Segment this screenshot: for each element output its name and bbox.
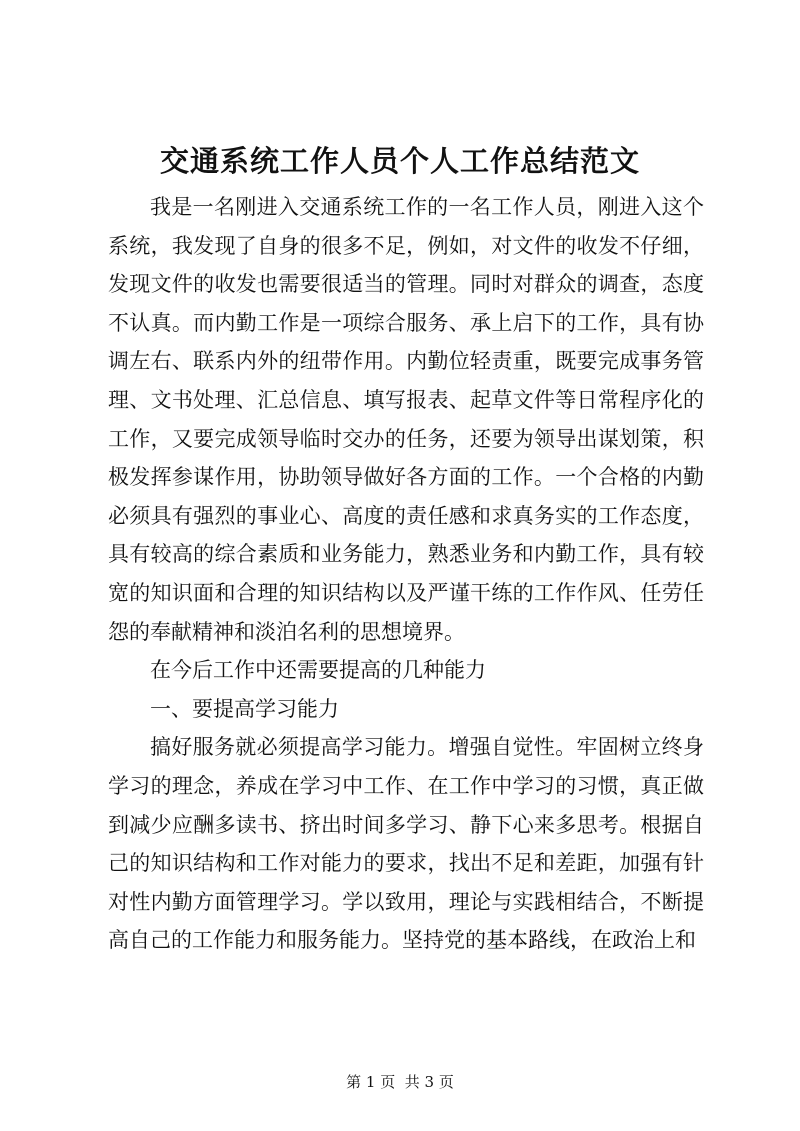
paragraph-study-ability: 搞好服务就必须提高学习能力。增强自觉性。牢固树立终身学习的理念，养成在学习中工作、在工作中学习的习惯，真正做到减少应酬多读书、挤出时间多学习、静下心来多思考。根据自己的知识结构和工作对能力的要求，找出不足和差距，加强有针对性内勤方面管理学习。学以致用，理论与实践相结合，不断提高自己的工作能力和服务能力。坚持党的基本路线，在政治上和 bbox=[108, 735, 704, 953]
paragraph-section-intro: 在今后工作中还需要提高的几种能力 bbox=[150, 658, 486, 683]
paragraph-intro: 我是一名刚进入交通系统工作的一名工作人员，刚进入这个系统，我发现了自身的很多不足，例如，对文件的收发不仔细，发现文件的收发也需要很适当的管理。同时对群众的调查，态度不认真。而内勤工作是一项综合服务、承上启下的工作，具有协调左右、联系内外的纽带作用。内勤位轻责重，既要完成事务管理、文书处理、汇总信息、填写报表、起草文件等日常程序化的工作，又要完成领导临时交办的任务，还要为领导出谋划策，积极发挥参谋作用，协助领导做好各方面的工作。一个合格的内勤必须具有强烈的事业心、高度的责任感和求真务实的工作态度，具有较高的综合素质和业务能力，熟悉业务和内勤工作，具有较宽的知识面和合理的知识结构以及严谨干练的工作作风、任劳任怨的奉献精神和淡泊名利的思想境界。 bbox=[108, 195, 704, 644]
document-title: 交通系统工作人员个人工作总结范文 bbox=[159, 144, 640, 178]
page-number-footer: 第 1 页 共 3 页 bbox=[346, 1073, 454, 1091]
paragraph-heading-study: 一、要提高学习能力 bbox=[150, 696, 339, 721]
document-body bbox=[108, 188, 704, 960]
